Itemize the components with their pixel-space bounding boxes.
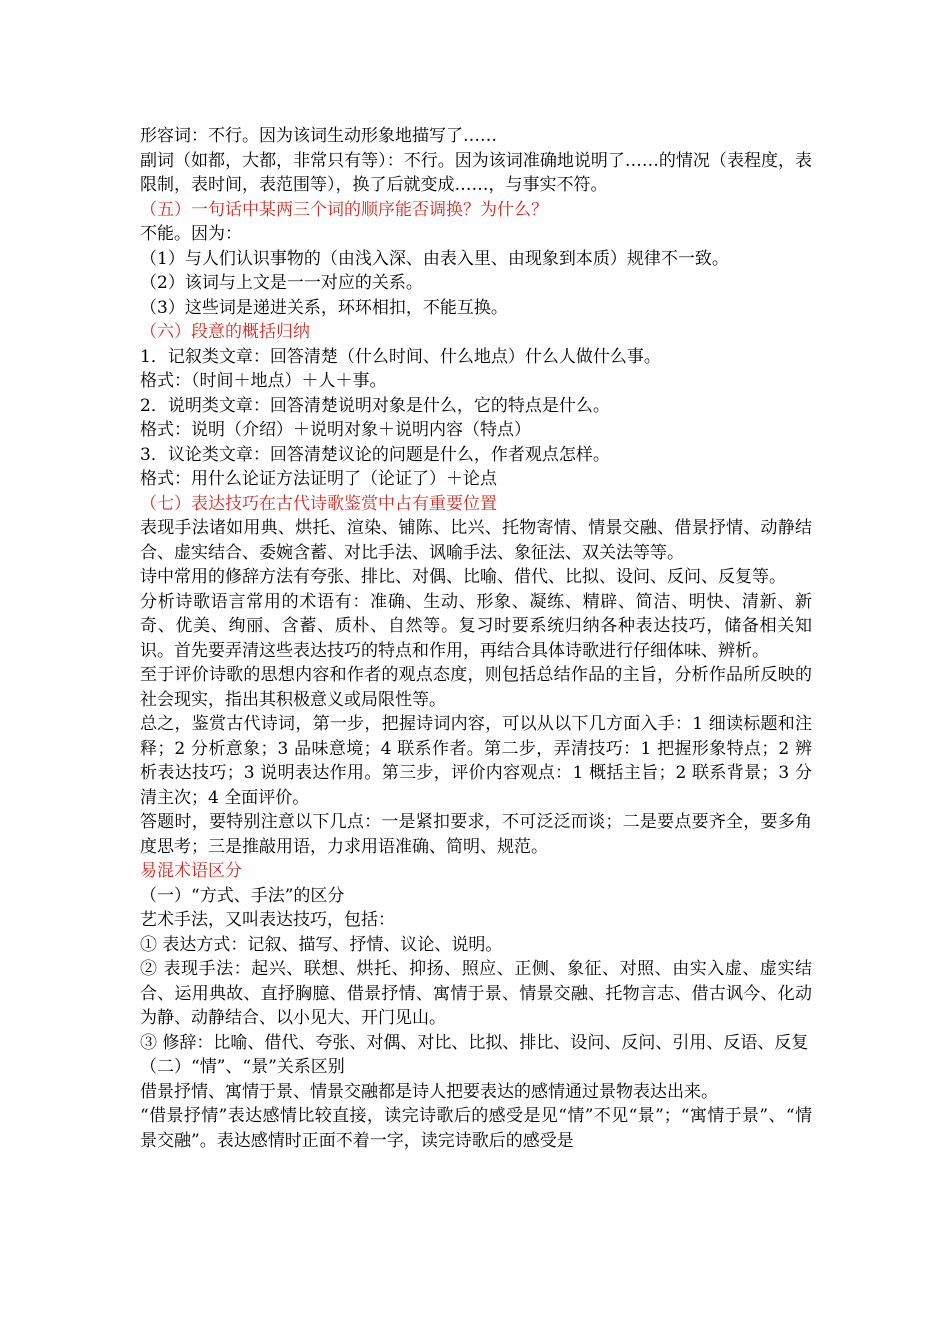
section-heading: （七）表达技巧在古代诗歌鉴赏中占有重要位置 <box>140 493 497 514</box>
section-heading: （六）段意的概括归纳 <box>140 322 310 342</box>
document-page <box>140 124 812 1153</box>
text-line: （2）该词与上文是一一对应的关系。 <box>140 273 423 293</box>
text-paragraph: 分析诗歌语言常用的术语有：准确、生动、形象、凝练、精辟、简洁、明快、清新、新奇、优美、绚丽、含蓄、质朴、自然等。复习时要系统归纳各种表达技巧，储备相关知识。首先要弄清这些表达技巧的特点和作用，再结合具体诗歌进行仔细体味、辨析。 <box>140 591 812 661</box>
text-line: 1．记叙类文章：回答清楚（什么时间、什么地点）什么人做什么事。 <box>140 346 661 367</box>
text-line: ① 表达方式：记叙、描写、抒情、议论、说明。 <box>140 934 503 955</box>
section-heading: 易混术语区分 <box>140 861 242 881</box>
text-line: ③ 修辞：比喻、借代、夸张、对偶、对比、比拟、排比、设问、反问、引用、反语、反复 <box>140 1032 809 1053</box>
text-paragraph: “借景抒情”表达感情比较直接，读完诗歌后的感受是见“情”不见“景”；“寓情于景”、“情景交融”。表达感情时正面不着一字，读完诗歌后的感受是 <box>140 1106 812 1151</box>
text-line: （3）这些词是递进关系，环环相扣，不能互换。 <box>140 297 508 318</box>
text-line: 2．说明类文章：回答清楚说明对象是什么，它的特点是什么。 <box>140 395 610 416</box>
text-line: 形容词：不行。因为该词生动形象地描写了…… <box>140 126 497 146</box>
text-line: 艺术手法，又叫表达技巧，包括： <box>140 910 395 930</box>
text-paragraph: 总之，鉴赏古代诗词，第一步，把握诗词内容，可以从以下几方面入手：1 细读标题和注释；2 分析意象；3 品味意境；4 联系作者。第二步，弄清技巧：1 把握形象特点；2 辨析表达技巧；3 说明表达作用。第三步，评价内容观点：1 概括主旨；2 联系背景；3 分清主次；4 全面评价。 <box>140 714 812 808</box>
text-paragraph: 诗中常用的修辞方法有夸张、排比、对偶、比喻、借代、比拟、设问、反问、反复等。 <box>140 567 786 587</box>
text-paragraph: 至于评价诗歌的思想内容和作者的观点态度，则包括总结作品的主旨，分析作品所反映的社会现实，指出其积极意义或局限性等。 <box>140 665 812 710</box>
text-line: 格式：说明（介绍）＋说明对象＋说明内容（特点） <box>140 420 531 440</box>
text-paragraph: ② 表现手法：起兴、联想、烘托、抑扬、照应、正侧、象征、对照、由实入虚、虚实结合、运用典故、直抒胸臆、借景抒情、寓情于景、情景交融、托物言志、借古讽今、化动为静、动静结合、以小见大、开门见山。 <box>140 959 812 1028</box>
text-line: 借景抒情、寓情于景、情景交融都是诗人把要表达的感情通过景物表达出来。 <box>140 1081 718 1102</box>
section-heading: （五）一句话中某两三个词的顺序能否调换？为什么？ <box>140 199 548 220</box>
text-line: （二）“情”、“景”关系区别 <box>140 1057 345 1077</box>
text-line: （1）与人们认识事物的（由浅入深、由表入里、由现象到本质）规律不一致。 <box>140 248 729 269</box>
text-line: （一）“方式、手法”的区分 <box>140 885 345 906</box>
text-paragraph: 答题时，要特别注意以下几点：一是紧扣要求，不可泛泛而谈；二是要点要齐全，要多角度思考；三是推敲用语，力求用语准确、简明、规范。 <box>140 812 812 857</box>
text-paragraph: 表现手法诸如用典、烘托、渲染、铺陈、比兴、托物寄情、情景交融、借景抒情、动静结合、虚实结合、委婉含蓄、对比手法、讽喻手法、象征法、双关法等等。 <box>140 518 812 563</box>
text-line: 格式：（时间＋地点）＋人＋事。 <box>140 371 387 391</box>
text-line: 3．议论类文章：回答清楚议论的问题是什么，作者观点怎样。 <box>140 444 610 465</box>
text-line: 格式：用什么论证方法证明了（论证了）＋论点 <box>140 469 497 489</box>
text-line: 副词（如都，大都，非常只有等）：不行。因为该词准确地说明了……的情况（表程度，表限制，表时间，表范围等），换了后就变成……，与事实不符。 <box>140 150 812 195</box>
text-line: 不能。因为： <box>140 224 242 244</box>
